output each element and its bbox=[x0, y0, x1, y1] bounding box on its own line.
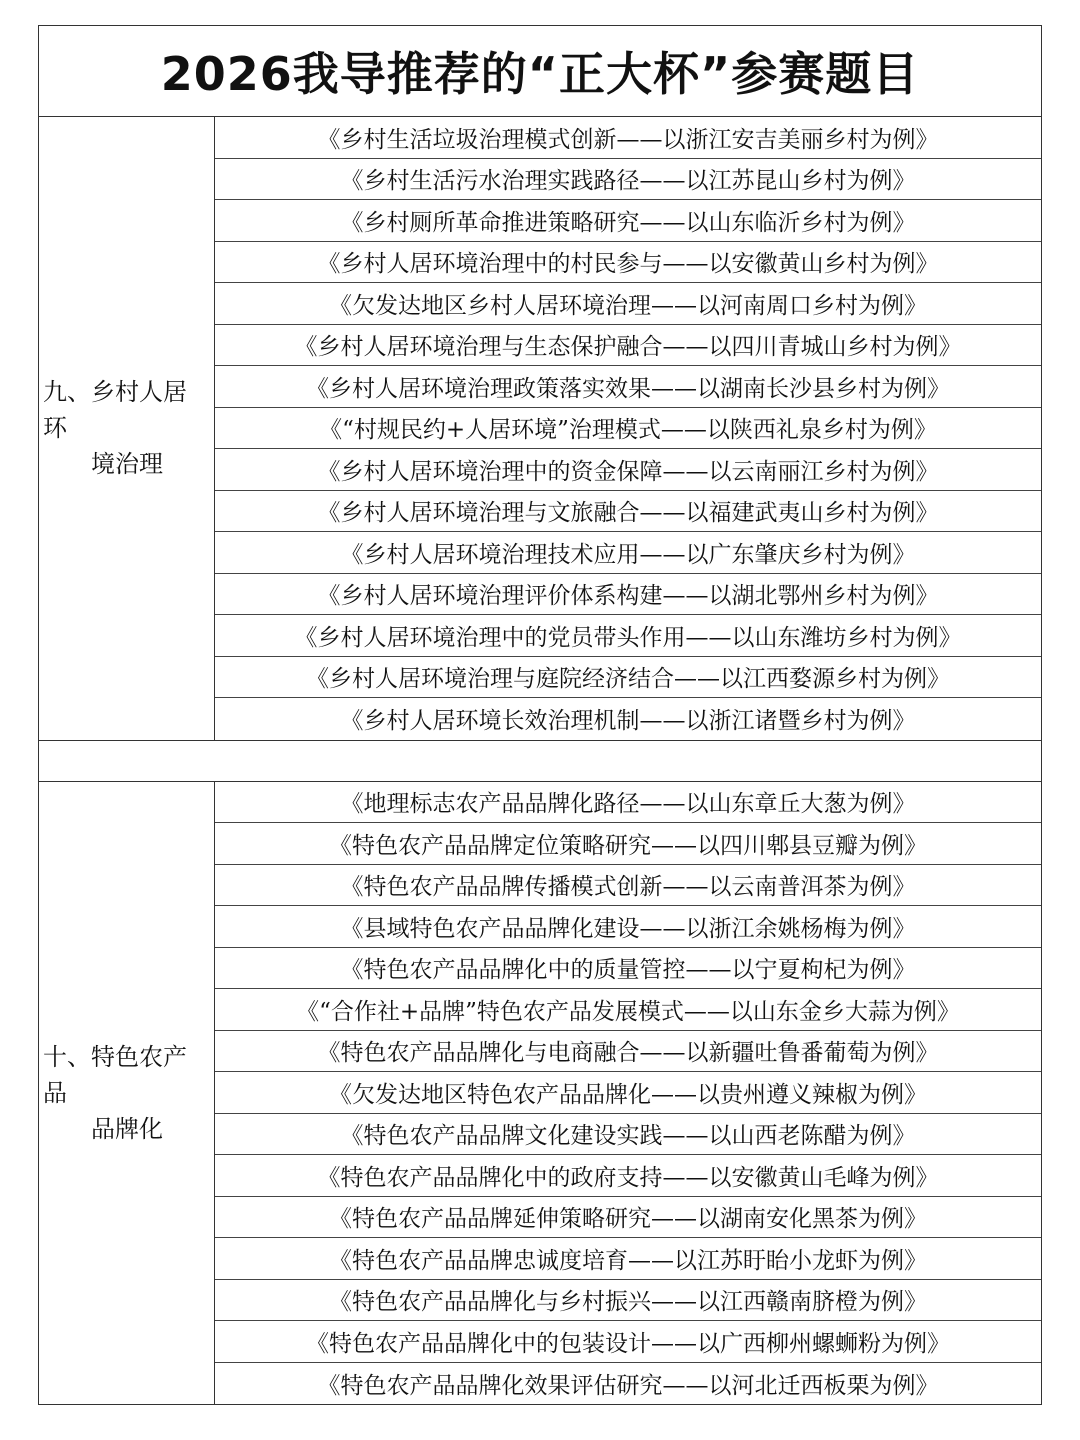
category-cell bbox=[39, 117, 215, 740]
topic-row: 《乡村生活垃圾治理模式创新——以浙江安吉美丽乡村为例》 bbox=[215, 117, 1041, 159]
topic-row: 《特色农产品品牌化效果评估研究——以河北迁西板栗为例》 bbox=[317, 1372, 939, 1399]
topic-row: 《特色农产品品牌化中的包装设计——以广西柳州螺蛳粉为例》 bbox=[215, 1321, 1041, 1363]
page-title: 2026我导推荐的“正大杯”参赛题目 bbox=[39, 26, 1041, 117]
topic-row: 《特色农产品品牌传播模式创新——以云南普洱茶为例》 bbox=[215, 865, 1041, 907]
section-divider bbox=[39, 741, 1041, 782]
topic-row: 《地理标志农产品品牌化路径——以山东章丘大葱为例》 bbox=[215, 782, 1041, 824]
topic-row: 《乡村人居环境治理与庭院经济结合——以江西婺源乡村为例》 bbox=[215, 657, 1041, 699]
topic-row: 《特色农产品品牌化与乡村振兴——以江西赣南脐橙为例》 bbox=[215, 1280, 1041, 1322]
topic-row: 《乡村人居环境治理中的村民参与——以安徽黄山乡村为例》 bbox=[215, 242, 1041, 284]
topic-row: 《乡村人居环境治理中的资金保障——以云南丽江乡村为例》 bbox=[215, 449, 1041, 491]
topic-row: 《欠发达地区特色农产品品牌化——以贵州遵义辣椒为例》 bbox=[215, 1072, 1041, 1114]
topic-row: 《乡村人居环境长效治理机制——以浙江诸暨乡村为例》 bbox=[340, 708, 916, 735]
category-label-line1: 九、乡村人居环 bbox=[43, 378, 187, 443]
topic-row: 《欠发达地区乡村人居环境治理——以河南周口乡村为例》 bbox=[215, 283, 1041, 325]
category-label-line2: 境治理 bbox=[91, 450, 163, 479]
topic-row: 《乡村人居环境治理中的党员带头作用——以山东潍坊乡村为例》 bbox=[215, 615, 1041, 657]
topic-list bbox=[215, 117, 1041, 740]
category-label bbox=[39, 374, 214, 482]
category-label bbox=[39, 1039, 214, 1147]
topic-row: 《乡村厕所革命推进策略研究——以山东临沂乡村为例》 bbox=[215, 200, 1041, 242]
topic-row: 《乡村人居环境治理与文旅融合——以福建武夷山乡村为例》 bbox=[215, 491, 1041, 533]
topic-row: 《乡村人居环境治理评价体系构建——以湖北鄂州乡村为例》 bbox=[215, 574, 1041, 616]
topic-row: 《特色农产品品牌延伸策略研究——以湖南安化黑茶为例》 bbox=[215, 1197, 1041, 1239]
topic-row: 《特色农产品品牌化中的政府支持——以安徽黄山毛峰为例》 bbox=[215, 1155, 1041, 1197]
topic-row: 《特色农产品品牌化中的质量管控——以宁夏枸杞为例》 bbox=[215, 948, 1041, 990]
topic-list bbox=[215, 782, 1041, 1405]
topic-row: 《特色农产品品牌定位策略研究——以四川郫县豆瓣为例》 bbox=[215, 823, 1041, 865]
topic-row: 《“合作社+品牌”特色农产品发展模式——以山东金乡大蒜为例》 bbox=[215, 989, 1041, 1031]
section-agri-branding bbox=[39, 782, 1041, 1405]
topics-table bbox=[38, 25, 1042, 1405]
topic-row: 《特色农产品品牌文化建设实践——以山西老陈醋为例》 bbox=[215, 1114, 1041, 1156]
category-label-line2: 品牌化 bbox=[91, 1114, 163, 1143]
section-rural-environment bbox=[39, 117, 1041, 741]
category-cell bbox=[39, 782, 215, 1405]
topic-row: 《“村规民约+人居环境”治理模式——以陕西礼泉乡村为例》 bbox=[215, 408, 1041, 450]
topic-row: 《县域特色农产品品牌化建设——以浙江余姚杨梅为例》 bbox=[215, 906, 1041, 948]
topic-row: 《乡村人居环境治理与生态保护融合——以四川青城山乡村为例》 bbox=[215, 325, 1041, 367]
category-label-line1: 十、特色农产品 bbox=[43, 1042, 187, 1107]
topic-row: 《乡村生活污水治理实践路径——以江苏昆山乡村为例》 bbox=[215, 159, 1041, 201]
topic-row: 《乡村人居环境治理政策落实效果——以湖南长沙县乡村为例》 bbox=[215, 366, 1041, 408]
topic-row: 《乡村人居环境治理技术应用——以广东肇庆乡村为例》 bbox=[215, 532, 1041, 574]
topic-row: 《特色农产品品牌忠诚度培育——以江苏盱眙小龙虾为例》 bbox=[215, 1238, 1041, 1280]
topic-row: 《特色农产品品牌化与电商融合——以新疆吐鲁番葡萄为例》 bbox=[215, 1031, 1041, 1073]
